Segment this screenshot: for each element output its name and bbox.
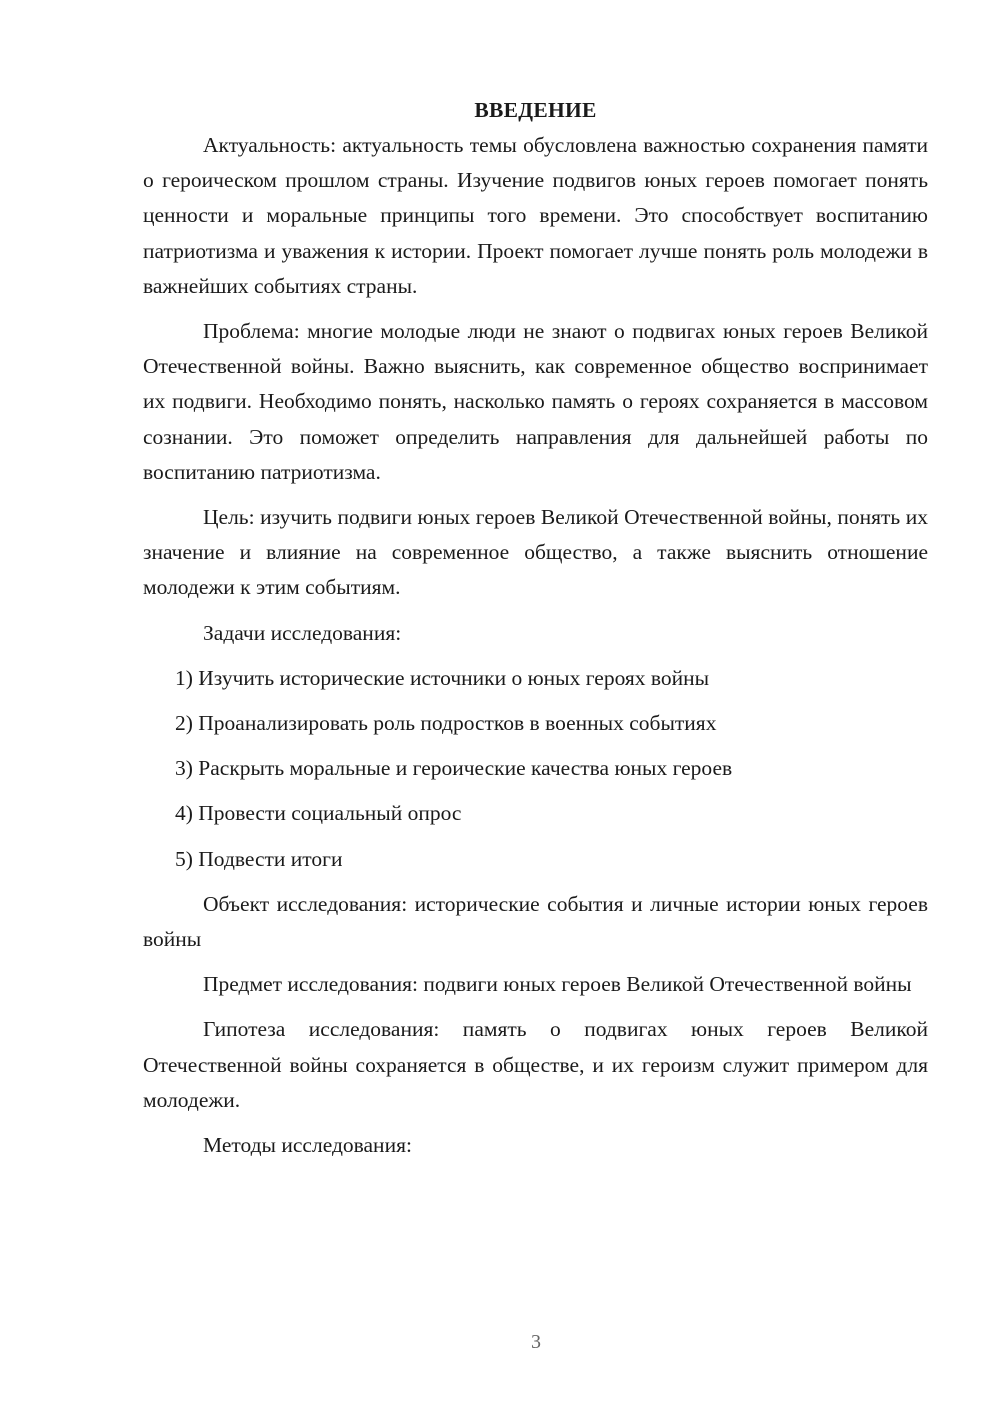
- task-item-1: 1) Изучить исторические источники о юных героях войны: [175, 665, 710, 690]
- page-number: 3: [531, 1331, 541, 1353]
- tasks-heading: Задачи исследования:: [203, 620, 402, 645]
- methods-heading: Методы исследования:: [203, 1133, 412, 1158]
- paragraph-relevance: Актуальность: актуальность темы обусловлена важностью сохранения памяти о героическом прошлом страны. Изучение подвигов юных героев помогает понять ценности и моральные принципы того времени. Это способствует воспитанию патриотизма и уважения к истории. Проект помогает лучше понять роль молодежи в важнейших событиях страны.: [143, 133, 928, 298]
- paragraph-goal: Цель: изучить подвиги юных героев Великой Отечественной войны, понять их значение и влияние на современное общество, а также выяснить отношение молодежи к этим событиям.: [143, 505, 928, 600]
- task-item-3: 3) Раскрыть моральные и героические качества юных героев: [175, 756, 733, 781]
- document-page: [143, 93, 928, 1173]
- section-title: ВВЕДЕНИЕ: [474, 98, 597, 122]
- paragraph-object: Объект исследования: исторические события и личные истории юных героев войны: [143, 891, 928, 952]
- paragraph-problem: Проблема: многие молодые люди не знают о подвигах юных героев Великой Отечественной войны. Важно выяснить, как современное общество воспринимает их подвиги. Необходимо понять, насколько память о героях сохраняется в массовом сознании. Это поможет определить направления для дальнейшей работы по воспитанию патриотизма.: [143, 319, 928, 484]
- task-item-4: 4) Провести социальный опрос: [175, 801, 462, 826]
- task-item-5: 5) Подвести итоги: [175, 846, 343, 871]
- paragraph-subject: Предмет исследования: подвиги юных героев Великой Отечественной войны: [203, 972, 912, 997]
- task-item-2: 2) Проанализировать роль подростков в военных событиях: [175, 711, 717, 736]
- paragraph-hypothesis: Гипотеза исследования: память о подвигах юных героев Великой Отечественной войны сохраняется в обществе, и их героизм служит примером для молодежи.: [143, 1017, 928, 1112]
